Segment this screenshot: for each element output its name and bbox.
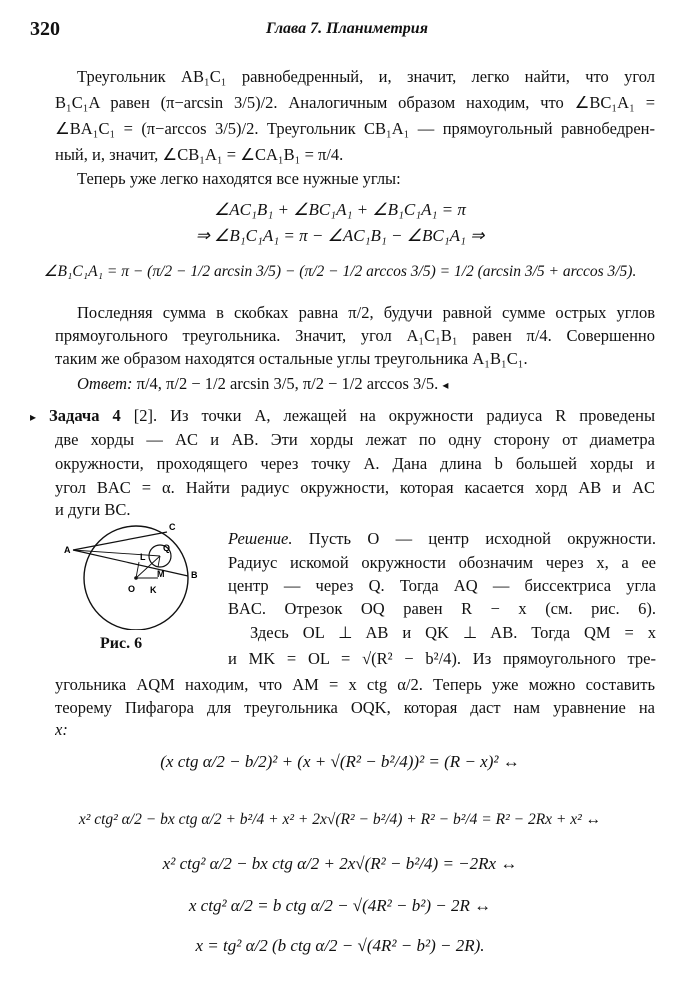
equation-2-line-3: x² ctg² α/2 − bx ctg α/2 + 2x√(R² − b²/4) = −2Rx ↔: [162, 854, 518, 873]
task-marker: ▸: [30, 410, 37, 424]
answer-label: Ответ:: [77, 374, 133, 393]
chapter-title: Глава 7. Планиметрия: [266, 20, 428, 37]
solution-full-line-2: теорему Пифагора для треугольника OQK, которая даст нам уравнение на: [55, 698, 655, 717]
running-header: [30, 18, 650, 46]
figure-caption: Рис. 6: [100, 635, 143, 652]
answer-text: π/4, π/2 − 1/2 arcsin 3/5, π/2 − 1/2 arccos 3/5.: [136, 374, 439, 393]
answer-line: [55, 373, 655, 396]
label-b: B: [191, 570, 198, 580]
solution-line-6: и MK = OL = √(R² − b²/4). Из прямоугольного тре-: [228, 649, 656, 668]
para3-line-2: прямоугольного треугольника. Значит, угол A₁C₁B₁ равен π/4. Совершенно: [55, 326, 655, 345]
end-of-solution-mark: ◂: [442, 378, 449, 392]
label-o: O: [128, 584, 136, 594]
task-line-4: угол BAC = α. Найти радиус окружности, которая касается хорд AB и AC: [55, 478, 655, 497]
para1-line-1: Треугольник AB₁C₁ равнобедренный, и, значит, легко найти, что угол: [77, 67, 655, 86]
solution-line-3: центр — через Q. Тогда AQ — биссектриса угла: [228, 576, 656, 595]
task-ref: [2].: [133, 406, 158, 425]
page-number: 320: [30, 18, 60, 40]
para1-line-2: B₁C₁A равен (π−arcsin 3/5)/2. Аналогичным образом находим, что ∠BC₁A₁ =: [55, 93, 655, 112]
equation-2-line-5: x = tg² α/2 (b ctg α/2 − √(4R² − b²) − 2R).: [195, 936, 485, 955]
solution-full-line-1: угольника AQM находим, что AM = x ctg α/2. Теперь уже можно составить: [55, 675, 655, 694]
solution-text-1: Пусть O — центр исходной окружности.: [308, 529, 656, 548]
label-c: C: [169, 522, 176, 532]
solution-line-1: [228, 528, 656, 550]
equation-1-line-2: ⇒ ∠B₁C₁A₁ = π − ∠AC₁B₁ − ∠BC₁A₁ ⇒: [195, 226, 485, 245]
label-k: K: [150, 585, 157, 595]
figure-6-diagram: [64, 520, 209, 630]
label-a: A: [64, 545, 71, 555]
para2: Теперь уже легко находятся все нужные углы:: [77, 169, 401, 188]
solution-line-5: Здесь OL ⊥ AB и QK ⊥ AB. Тогда QM = x: [250, 623, 656, 642]
equation-2-line-2: x² ctg² α/2 − bx ctg α/2 + b²/4 + x² + 2x√(R² − b²/4) + R² − b²/4 = R² − 2Rx + x² ↔: [78, 811, 602, 828]
para3-line-1: Последняя сумма в скобках равна π/2, будучи равной сумме острых углов: [77, 303, 655, 322]
label-m: M: [157, 569, 165, 579]
task-text-1: Из точки A, лежащей на окружности радиуса R проведены: [170, 406, 655, 425]
solution-line-2: Радиус искомой окружности обозначим через x, а ее: [228, 553, 656, 572]
task-label: Задача 4: [49, 406, 121, 425]
solution-label: Решение.: [228, 529, 293, 548]
center-point: [134, 576, 138, 580]
para1-line-3: ∠BA₁C₁ = (π−arccos 3/5)/2. Треугольник CB₁A₁ — прямоугольный равнобедрен-: [55, 119, 655, 138]
label-l: L: [140, 552, 146, 562]
task-line-2: две хорды — AC и AB. Эти хорды лежат по одну сторону от диаметра: [55, 430, 655, 449]
task-line-3: окружности, проходящего через точку A. Дана длина b большей хорды и: [55, 454, 655, 473]
equation-2-line-1: (x ctg α/2 − b/2)² + (x + √(R² − b²/4))² = (R − x)² ↔: [160, 752, 520, 771]
para3-line-3: таким же образом находятся остальные углы треугольника A₁B₁C₁.: [55, 349, 528, 368]
task-line-1: [30, 405, 655, 428]
equation-1-line-3: ∠B₁C₁A₁ = π − (π/2 − 1/2 arcsin 3/5) − (π/2 − 1/2 arccos 3/5) = 1/2 (arcsin 3/5 + arccos 3/5).: [43, 263, 637, 280]
equation-2-line-4: x ctg² α/2 = b ctg α/2 − √(4R² − b²) − 2R ↔: [188, 896, 492, 915]
para1-line-4: ный, и, значит, ∠CB₁A₁ = ∠CA₁B₁ = π/4.: [55, 145, 344, 164]
equation-1-line-1: ∠AC₁B₁ + ∠BC₁A₁ + ∠B₁C₁A₁ = π: [214, 200, 466, 219]
task-line-5: и дуги BC.: [55, 500, 131, 519]
solution-line-4: BAC. Отрезок OQ равен R − x (см. рис. 6).: [228, 599, 656, 618]
label-q: Q: [163, 543, 171, 553]
solution-full-line-3: x:: [55, 720, 68, 739]
